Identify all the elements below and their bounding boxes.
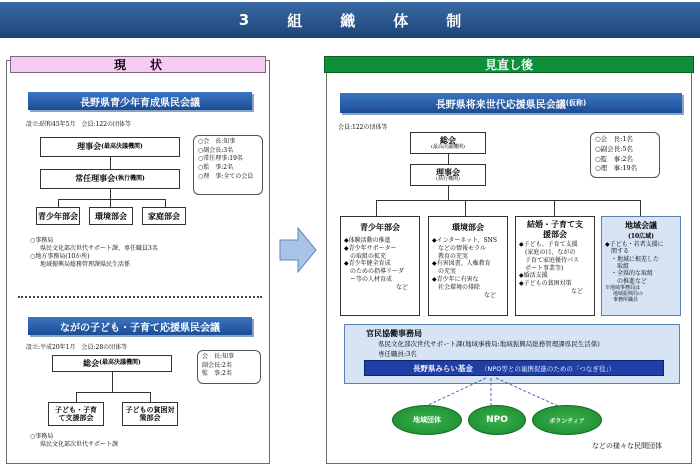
current-header: 現 状 xyxy=(10,56,266,73)
division-environment: 環境部会 xyxy=(89,207,133,225)
revised-general-note: (最高決議機関) xyxy=(431,143,465,150)
revised-members: 会員:122の団体等 xyxy=(338,124,388,131)
officer-line: ○副会長:3名 xyxy=(198,146,234,154)
connector xyxy=(150,392,151,402)
division-item: の充実 xyxy=(438,268,457,276)
board-box xyxy=(40,137,180,157)
officer-line: ○会 長:知事 xyxy=(198,138,236,145)
officer-line: 副会長:2名 xyxy=(202,361,232,369)
division-item: ・全県的な取組 xyxy=(611,270,654,278)
division-item: ポート事業等) xyxy=(525,264,564,272)
separator xyxy=(18,296,262,298)
general-box xyxy=(52,355,172,372)
officer-line: ○理 事:全ての会員 xyxy=(198,172,254,180)
division-item: ー等の人材育成 xyxy=(350,275,393,283)
revised-title-text: 長野県将来世代応援県民会議 xyxy=(435,99,566,111)
division-item: ◆青少年健全育成 xyxy=(344,260,391,268)
connector xyxy=(58,199,165,200)
council1-secretariat xyxy=(30,237,260,269)
revised-general-label: 総会 xyxy=(440,134,456,145)
exec-box xyxy=(40,169,180,189)
division-items xyxy=(341,233,419,296)
division-item: などの情報モラル xyxy=(438,244,486,252)
division-name: 地域会議 xyxy=(625,220,657,230)
division-item: ◆青少年に有害な xyxy=(432,275,479,283)
division-poverty xyxy=(122,402,178,426)
division-name: 結婚・子育て支援部会 xyxy=(527,219,583,239)
officer-line: ○副会長:5名 xyxy=(595,144,633,153)
division-family: 家庭部会 xyxy=(142,207,186,225)
general-label: 総会 xyxy=(83,357,100,368)
banner-char: 3 xyxy=(238,11,250,29)
title-banner xyxy=(0,2,700,38)
connector xyxy=(465,200,466,216)
connector xyxy=(58,199,59,207)
council2-established: 設立:平成20年1月 会員:28の団体等 xyxy=(26,344,128,351)
division-item: (家庭の日、ながの xyxy=(525,248,576,256)
division-item: ◆子ども、子育て支援 xyxy=(519,241,578,249)
division-item: 教育の充実 xyxy=(438,252,469,260)
revised-board-label: 理事会 xyxy=(436,166,460,177)
secretariat-line: 県民文化部次世代サポート課、専任職員3名 xyxy=(40,245,158,253)
division-item: ◆子どもの貧困対策 xyxy=(519,280,572,288)
secretariat-line: ○地方事務局(10か所) xyxy=(30,253,90,261)
division-item: など xyxy=(570,287,583,295)
division-item: 地域振興局の xyxy=(613,290,644,297)
division-youth: 青少年部会 xyxy=(36,207,80,225)
connector xyxy=(110,189,111,199)
connector xyxy=(76,392,150,393)
banner-char: 体 xyxy=(393,11,409,30)
division-item: ◆体験活動の推進 xyxy=(344,237,391,244)
secretariat-line: 県民文化部次世代サポート課(地域事務局:地域振興局総務管理課県民生活係) xyxy=(378,340,600,348)
officer-line: ○監 事:2名 xyxy=(595,154,633,163)
revised-board-note: (執行機関) xyxy=(436,175,460,182)
banner-char: 組 xyxy=(287,11,303,30)
officer-line: ○常任理事:19名 xyxy=(198,155,243,163)
connector xyxy=(110,199,111,207)
revised-board-box xyxy=(410,164,486,186)
secretariat-title: 官民協働事務局 xyxy=(366,328,422,338)
officer-line: 監 事:2名 xyxy=(202,370,232,378)
officer-line: ○監 事:2名 xyxy=(198,164,234,172)
fund-name: 長野県みらい基金 xyxy=(412,363,473,373)
division-item: など xyxy=(483,291,496,299)
division-name: 環境部会 xyxy=(452,222,484,232)
council1-established: 設立:昭和45年5月 会員:122の団体等 xyxy=(26,121,131,128)
connector xyxy=(640,200,641,216)
division-item: ※地域事務局は xyxy=(605,284,641,291)
connector xyxy=(448,186,449,200)
connector xyxy=(165,199,166,207)
division-item: ◆有害図書、人権教育 xyxy=(432,260,491,268)
division-item: など xyxy=(395,283,408,291)
division-item: 子育て家庭優待パス xyxy=(525,256,580,264)
connector xyxy=(448,154,449,164)
oval-npo: NPO xyxy=(468,405,526,435)
revised-officers xyxy=(590,132,660,178)
revised-general-box xyxy=(410,132,486,154)
oval-volunteer: ボランティア xyxy=(532,405,602,435)
connector xyxy=(376,200,640,201)
division-box-regional xyxy=(601,216,681,316)
oval-community: 地域団体 xyxy=(392,405,462,435)
exec-note: (執行機関) xyxy=(115,174,145,182)
transition-arrow-icon xyxy=(278,226,318,274)
connector xyxy=(110,157,111,169)
division-item: ◆婚活支援 xyxy=(519,272,548,280)
division-item: の推進など xyxy=(617,277,648,285)
division-item: 取組 xyxy=(617,262,630,270)
secretariat-line: ○事務局 xyxy=(30,433,54,440)
revised-footer: などの様々な民間団体 xyxy=(592,442,662,450)
division-box-marriage xyxy=(515,216,595,316)
division-items xyxy=(516,239,594,298)
council1-officers xyxy=(193,135,263,195)
board-label: 理事会 xyxy=(77,141,102,152)
division-name: 青少年部会 xyxy=(360,222,400,232)
board-note: (最高決議機関) xyxy=(101,142,143,150)
division-item: 事務所職員 xyxy=(613,297,639,304)
secretariat-line: 県民文化部次世代サポート課 xyxy=(40,441,119,449)
revised-title-note: (仮称) xyxy=(565,99,587,107)
officer-line: ○理 事:19名 xyxy=(595,164,638,173)
general-note: (最高決議機関) xyxy=(99,359,141,367)
revised-title xyxy=(340,93,682,113)
connector xyxy=(554,200,555,216)
banner-char: 制 xyxy=(446,11,462,30)
council2-title: ながの子ども・子育て応援県民会議 xyxy=(28,317,252,335)
banner-char: 織 xyxy=(340,11,356,30)
division-item: の取組の拡充 xyxy=(350,252,387,260)
division-item: ・地域に根差した xyxy=(611,255,660,263)
division-item: 社会環境の排除 xyxy=(438,283,481,291)
division-poverty-label: 子どもの貧困対策部会 xyxy=(125,404,175,422)
division-items xyxy=(602,240,680,304)
revised-header: 見直し後 xyxy=(324,56,694,73)
connector xyxy=(76,392,77,402)
council2-officers xyxy=(197,350,261,384)
connector xyxy=(112,372,113,392)
division-item: のための指導リーダ xyxy=(350,268,405,276)
fund-note: （NPO等との連携促進のための「つなぎ役」） xyxy=(480,364,616,373)
division-box-youth xyxy=(340,216,420,316)
officer-line: 会 長:知事 xyxy=(202,353,235,360)
officer-line: ○会 長:1名 xyxy=(595,135,633,143)
division-childcare-label: 子ども・子育て支援部会 xyxy=(55,404,97,422)
division-item: 関する xyxy=(611,248,630,256)
fund-bar xyxy=(364,360,664,376)
council1-title: 長野県青少年育成県民会議 xyxy=(28,92,252,110)
secretariat-line: ○事務局 xyxy=(30,237,54,244)
division-box-environment xyxy=(428,216,508,316)
council2-secretariat xyxy=(30,433,260,449)
exec-label: 常任理事会 xyxy=(75,173,116,184)
secretariat-line: 地域振興局総務管理課県民生活係 xyxy=(40,261,131,269)
division-childcare xyxy=(48,402,104,426)
division-items xyxy=(429,233,507,303)
secretariat-line: 専任職員:3名 xyxy=(378,350,417,358)
division-item: ◆子ども・若者支援に xyxy=(605,241,664,248)
division-item: ◆インターネット、SNS xyxy=(432,237,498,244)
division-item: ◆青少年サポーター xyxy=(344,244,397,252)
connector xyxy=(376,200,377,216)
division-name-note: (10広域) xyxy=(627,233,655,240)
